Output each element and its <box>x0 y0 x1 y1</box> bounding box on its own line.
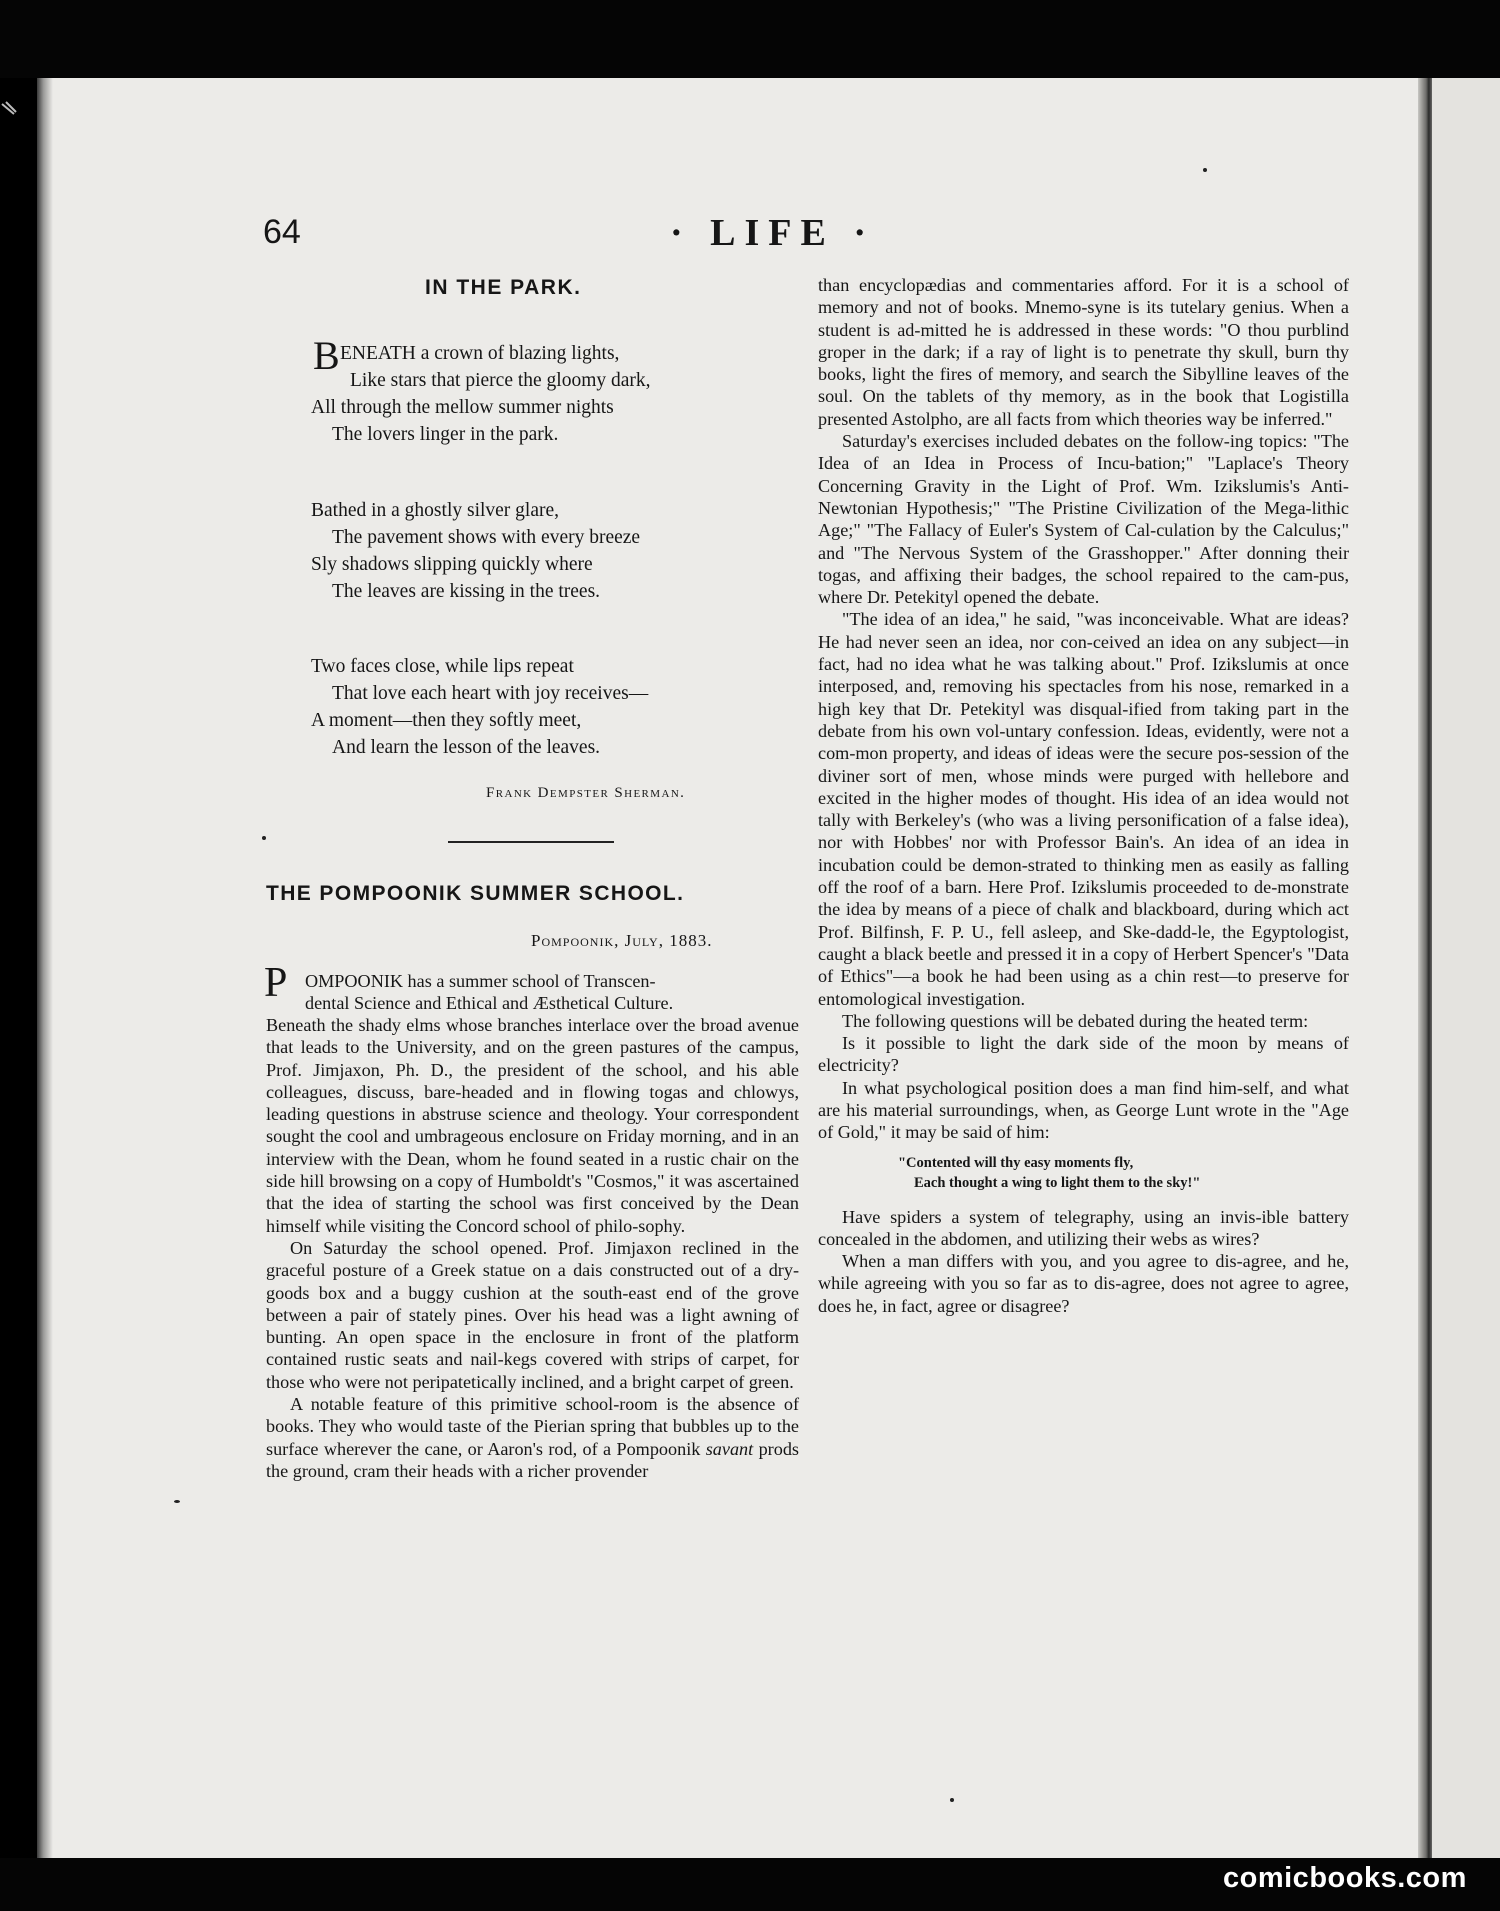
paragraph: In what psychological position does a man find him-self, and what are his material surroundings, when, as George Lunt wrote in the "Age of Gold," it may be said of him: <box>818 1077 1349 1143</box>
poem-line: That love each heart with joy receives— <box>332 683 649 704</box>
paragraph: than encyclopædias and commentaries afford. For it is a school of memory and not of books. Mnemo-syne is its tutelary genius. When a student is ad-mitted he is addressed in these words: "O thou purblind groper in the dark; if a ray of light is to penetrate thy skull, burn thy books, light the fires of memory, and search the Sibylline leaves of the soul. On the tablets of thy memory, as in the book that Logistilla presented Astolpho, are all facts from which theories way be inferred." <box>818 275 1349 429</box>
section-divider <box>448 841 614 843</box>
paragraph <box>266 1393 799 1482</box>
poem-line: The lovers linger in the park. <box>332 424 559 445</box>
article-dateline: Pompoonik, July, 1883. <box>531 931 713 950</box>
poem-line: The leaves are kissing in the trees. <box>332 581 601 602</box>
article-left-column <box>266 1014 799 1482</box>
article-first-line: OMPOONIK has a summer school of Transcen- <box>305 971 656 991</box>
quote-block <box>818 1144 1349 1206</box>
paragraph: The following questions will be debated during the heated term: <box>842 1010 1309 1031</box>
paragraph-text: prods the ground, cram their heads with a richer provender <box>266 1438 799 1481</box>
poem-line: Two faces close, while lips repeat <box>311 656 574 677</box>
quote-line: "Contented will thy easy moments fly, <box>898 1154 1134 1171</box>
poem-line: ENEATH a crown of blazing lights, <box>340 343 620 364</box>
poem-title: IN THE PARK. <box>425 276 582 299</box>
scan-corner-mark-icon <box>0 100 26 130</box>
poem-line: A moment—then they softly meet, <box>311 710 582 731</box>
italic-word: savant <box>705 1438 754 1459</box>
paragraph: "The idea of an idea," he said, "was inconceivable. What are ideas? He had never seen an idea, nor con-ceived an idea on any subject—in fact, had no idea what he was talking about." Prof. Izikslumis at once interposed, and, removing his spectacles from his nose, remarked in a high key that Dr. Petekityl was disqual-ified from taking part in the debate from his own vol-untary confession. Ideas, evidently, were not a com-mon property, and ideas of ideas were the secure pos-session of the diviner sort of men, whose minds were purged with hellebore and excited in the higher modes of thought. His idea of an idea would not tally with Berkeley's (who was a living personification of a false idea), nor with Hobbes' nor with Professor Bain's. An idea of an idea in incubation could be demon-strated to thinking men as easily as falling off the roof of a barn. Here Prof. Izikslumis proceeded to de-monstrate the idea by means of a piece of chalk and blackboard, during which act Prof. Bilfinsh, F. P. U., fell asleep, and Ske-dadd-le, the Egyptologist, caught a black beetle and pressed it in a copy of Herbert Spencer's "Data of Ethics"—a book he had been using as a chin rest—to preserve for entomological investigation. <box>818 609 1349 1009</box>
poem-line: Like stars that pierce the gloomy dark, <box>350 370 651 391</box>
poem-author: Frank Dempster Sherman. <box>486 785 686 801</box>
scan-speck <box>950 1798 954 1802</box>
quote-line: Each thought a wing to light them to the sky!" <box>914 1174 1201 1191</box>
scan-speck <box>262 836 266 840</box>
article-second-line: dental Science and Ethical and Æsthetical Culture. <box>305 993 674 1013</box>
poem-line: All through the mellow summer nights <box>311 397 614 418</box>
scan-top-border <box>0 0 1500 78</box>
article-dropcap: P <box>264 960 288 1006</box>
paragraph: On Saturday the school opened. Prof. Jimjaxon reclined in the graceful posture of a Greek statue on a dais constructed out of a dry-goods box and a buggy cushion at the south-east end of the grove between a pair of stately pines. Over his head was a light awning of bunting. An open space in the enclosure in front of the platform contained rustic seats and nail-kegs covered with strips of carpet, for those who were not peripatetically inclined, and a bright carpet of green. <box>266 1237 799 1392</box>
paragraph: When a man differs with you, and you agree to dis-agree, and he, while agreeing with you so far as to dis-agree, does not agree to agree, does he, in fact, agree or disagree? <box>818 1251 1349 1316</box>
poem-line: Sly shadows slipping quickly where <box>311 554 593 575</box>
paragraph: Saturday's exercises included debates on the follow-ing topics: "The Idea of an Idea in Process of Incu-bation;" "Laplace's Theory Concerning Gravity in the Light of Prof. Wm. Izikslumis's Anti-Newtonian Hypothesis;" "The Pristine Civilization of the Mega-lithic Age;" "The Fallacy of Euler's System of Cal-culation by the Calculus;" and "The Nervous System of the Grasshopper." After donning their togas, and affixing their badges, the school repaired to the cam-pus, where Dr. Petekityl opened the debate. <box>818 431 1349 608</box>
masthead-title: · LIFE · <box>670 212 876 254</box>
poem-dropcap: B <box>313 333 340 378</box>
paragraph: Have spiders a system of telegraphy, using an invis-ible battery concealed in the abdomen, and utilizing their webs as wires? <box>818 1206 1349 1249</box>
poem-line: Bathed in a ghostly silver glare, <box>311 500 560 521</box>
article-right-column <box>818 274 1349 1317</box>
watermark-text: comicbooks.com <box>1223 1862 1467 1894</box>
paragraph: Beneath the shady elms whose branches interlace over the broad avenue that leads to the University, and on the green pastures of the campus, Prof. Jimjaxon, Ph. D., the president of the school, and his able colleagues, discuss, bare-headed and in flowing togas and chlowys, leading questions in abstruse science and theology. Your correspondent sought the cool and umbrageous enclosure on Friday morning, and in an interview with the Dean, whom he found seated in a rustic chair on the side hill browsing on a copy of Humboldt's "Cosmos," it was ascertained that the idea of starting the school was first conceived by the Dean himself while visiting the Concord school of philo-sophy. <box>266 1015 799 1236</box>
page-binding-shadow <box>37 78 53 1858</box>
page-number: 64 <box>263 213 301 251</box>
scan-speck <box>1203 168 1207 172</box>
paragraph: Is it possible to light the dark side of the moon by means of electricity? <box>818 1033 1349 1076</box>
scan-speck <box>174 1500 180 1503</box>
article-title: THE POMPOONIK SUMMER SCHOOL. <box>266 882 685 905</box>
facing-page-edge <box>1432 78 1500 1858</box>
paragraph-text: A notable feature of this primitive school-room is the absence of books. They who would taste of the Pierian spring that bubbles up to the surface wherever the cane, or Aaron's rod, of a Pompoonik <box>266 1394 799 1459</box>
poem-line: The pavement shows with every breeze <box>332 527 641 548</box>
poem-line: And learn the lesson of the leaves. <box>332 737 601 758</box>
